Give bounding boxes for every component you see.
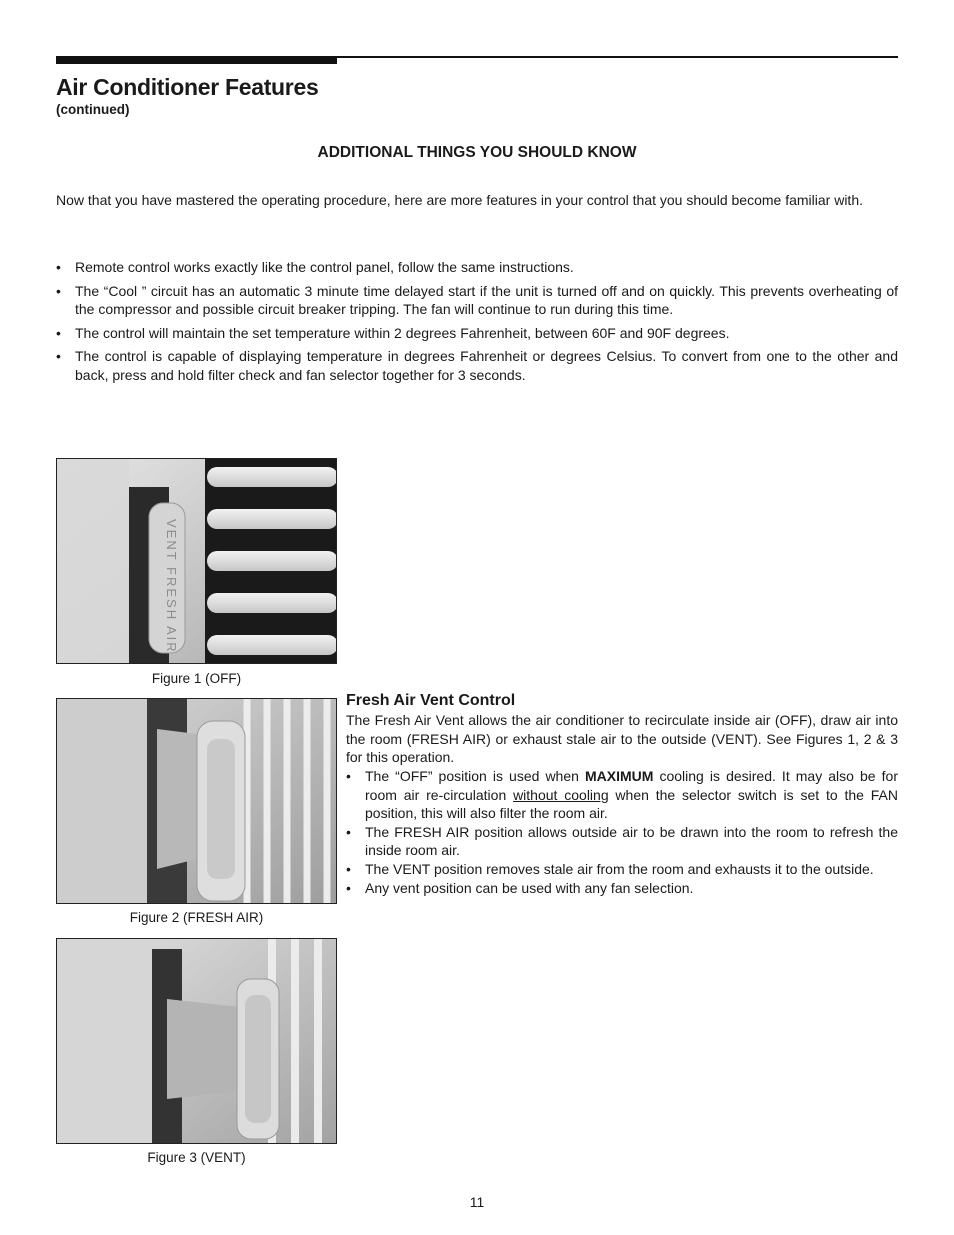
header-rule-accent [56,56,337,64]
figure-1-photo [56,458,337,664]
section-heading: ADDITIONAL THINGS YOU SHOULD KNOW [317,144,637,161]
fresh-air-vent-heading: Fresh Air Vent Control [346,692,516,709]
list-item [56,347,898,384]
list-item-text: Any vent position can be used with any fan selection. [365,879,694,896]
emphasis-maximum: MAXIMUM [584,768,654,784]
bullet-icon: • [56,282,61,299]
list-item-text: The VENT position removes stale air from the room and exhausts it to the outside. [365,860,874,877]
emphasis-without-cooling: without cooling [513,786,609,803]
fresh-air-vent-description: The Fresh Air Vent allows the air conditioner to recirculate inside air (OFF), draw air into the room (FRESH AIR) or exhaust stale air to the outside (VENT). See Figures 1, 2 & 3 for this operation. [346,712,898,766]
bullet-icon: • [56,259,61,275]
things-to-know-list [56,258,898,389]
figure-2-photo [56,698,337,904]
list-item-text: Remote control works exactly like the control panel, follow the same instructions. [75,259,574,275]
figure-3-caption: Figure 3 (VENT) [147,1150,246,1165]
list-item [56,282,898,319]
bullet-icon: • [346,860,351,877]
figure-3-photo [56,938,337,1144]
page-title: Air Conditioner Features [56,74,319,100]
list-item-text: The FRESH AIR position allows outside air to be drawn into the room to refresh the inside room air. [365,823,898,859]
list-item [346,823,898,860]
list-item [346,860,898,879]
figure-1-caption: Figure 1 (OFF) [151,671,242,686]
bullet-icon: • [346,879,351,896]
bullet-icon: • [346,823,351,840]
figure-2-caption: Figure 2 (FRESH AIR) [129,910,264,925]
fresh-air-vent-list [346,767,898,897]
vent-tab-lettering: VENT FRESH AIR [164,519,179,654]
list-item [346,879,898,898]
page-subtitle: (continued) [56,102,130,117]
page-number: 11 [469,1194,485,1210]
list-item [56,324,898,343]
intro-paragraph: Now that you have mastered the operating procedure, here are more features in your control that you should become familiar with. [56,192,863,208]
list-item-text: The “Cool ” circuit has an automatic 3 minute time delayed start if the unit is turned off and on quickly. This prevents overheating of the compressor and possible circuit breaker tripping. The fan will continue to run during this time. [75,282,898,317]
bullet-icon: • [56,324,61,341]
list-item-text: The “OFF” position is used when MAXIMUM cooling is desired. It may also be for room air re-circulation without cooling when the selector switch is set to the FAN position, this will also filter the room air. [365,768,898,822]
bullet-icon: • [346,768,351,784]
list-item-text: The control will maintain the set temperature within 2 degrees Fahrenheit, between 60F and 90F degrees. [75,324,730,341]
list-item [56,258,898,277]
list-item [346,767,898,823]
list-item-text: The control is capable of displaying temperature in degrees Fahrenheit or degrees Celsius. To convert from one to the other and back, press and hold filter check and fan selector together for 3 seconds. [75,348,898,383]
bullet-icon: • [56,348,61,364]
